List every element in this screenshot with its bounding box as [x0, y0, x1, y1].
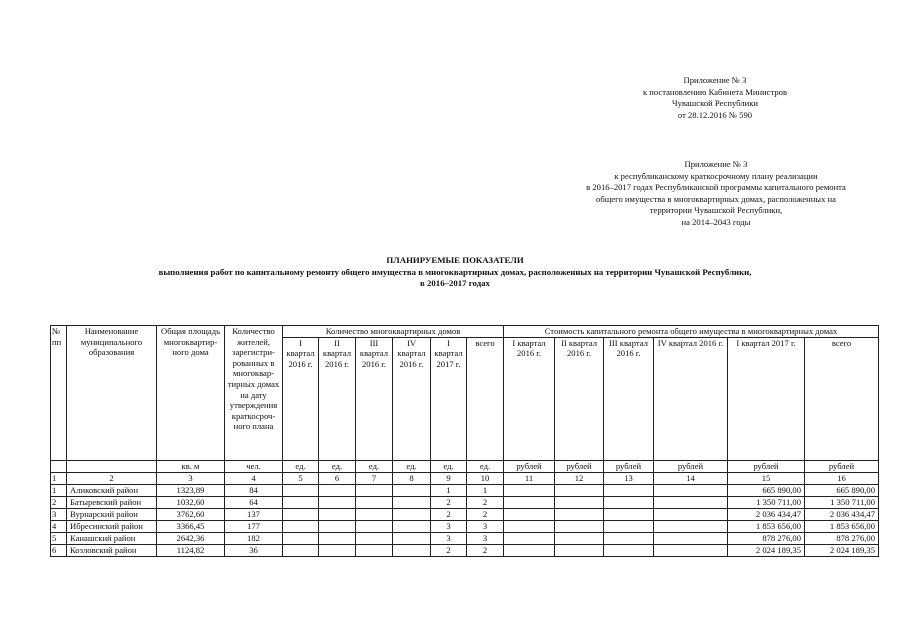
table-cell	[504, 496, 555, 508]
table-cell: 2	[467, 496, 504, 508]
municipality-name: Козловский район	[67, 544, 157, 556]
document-heading	[60, 255, 850, 290]
column-number: 15	[728, 472, 805, 484]
table-cell	[504, 484, 555, 496]
table-cell	[283, 520, 319, 532]
heading-title: ПЛАНИРУЕМЫЕ ПОКАЗАТЕЛИ	[386, 255, 524, 265]
header-houses-q3-2016: III квартал 2016 г.	[356, 337, 393, 460]
table-cell	[319, 532, 356, 544]
column-number: 7	[356, 472, 393, 484]
table-cell	[283, 508, 319, 520]
appendix-line: Приложение № 3	[683, 75, 747, 85]
table-cell	[393, 484, 431, 496]
table-cell: 36	[225, 544, 283, 556]
municipality-name: Аликовский район	[67, 484, 157, 496]
table-cell	[604, 508, 654, 520]
table-cell	[393, 508, 431, 520]
table-cell: 2 036 434,47	[728, 508, 805, 520]
unit-cell: ед.	[431, 460, 467, 472]
table-cell: 665 890,00	[805, 484, 879, 496]
table-cell: 5	[51, 532, 67, 544]
table-cell: 1	[431, 484, 467, 496]
unit-cell: рублей	[504, 460, 555, 472]
table-cell: 1	[51, 484, 67, 496]
table-cell: 1 853 656,00	[728, 520, 805, 532]
column-number: 5	[283, 472, 319, 484]
table-cell	[555, 532, 604, 544]
header-cost-q1-2017: I квартал 2017 г.	[728, 337, 805, 460]
header-houses-q2-2016: II квартал 2016 г.	[319, 337, 356, 460]
table-row	[51, 496, 879, 508]
municipality-name: Вурнарский район	[67, 508, 157, 520]
table-cell	[604, 544, 654, 556]
table-cell	[504, 508, 555, 520]
column-number: 1	[51, 472, 67, 484]
table-cell: 1 350 711,00	[805, 496, 879, 508]
column-number: 3	[157, 472, 225, 484]
table-cell: 6	[51, 544, 67, 556]
appendix-line: Приложение № 3	[684, 159, 748, 169]
table-cell: 1 853 656,00	[805, 520, 879, 532]
unit-cell: рублей	[654, 460, 728, 472]
table-row	[51, 484, 879, 496]
table-cell	[393, 532, 431, 544]
unit-cell: рублей	[555, 460, 604, 472]
table-cell	[604, 496, 654, 508]
table-cell	[555, 496, 604, 508]
header-houses-total: всего	[467, 337, 504, 460]
table-cell	[356, 520, 393, 532]
unit-cell	[51, 460, 67, 472]
appendix-line: к постановлению Кабинета Министров	[642, 86, 788, 97]
table-cell: 137	[225, 508, 283, 520]
header-cost-group: Стоимость капитального ремонта общего имущества в многоквартирных домах	[504, 326, 879, 338]
table-cell: 3366,45	[157, 520, 225, 532]
unit-cell: чел.	[225, 460, 283, 472]
table-row	[51, 520, 879, 532]
header-municipality: Наименование муниципального образования	[67, 326, 157, 461]
heading-subtitle: выполнения работ по капитальному ремонту общего имущества в многоквартирных домах, расположенных на территории Чувашской Республики,	[158, 266, 752, 277]
units-row	[51, 460, 879, 472]
table-cell	[319, 508, 356, 520]
table-cell: 177	[225, 520, 283, 532]
table-cell: 2	[431, 496, 467, 508]
municipality-name: Канашский район	[67, 532, 157, 544]
table-cell: 64	[225, 496, 283, 508]
unit-cell: ед.	[393, 460, 431, 472]
table-cell	[283, 496, 319, 508]
table-cell	[319, 520, 356, 532]
table-cell	[604, 520, 654, 532]
table-cell	[283, 532, 319, 544]
municipality-name: Ибресинский район	[67, 520, 157, 532]
column-number: 16	[805, 472, 879, 484]
table-cell: 84	[225, 484, 283, 496]
table-row	[51, 532, 879, 544]
table-cell: 2 024 189,35	[728, 544, 805, 556]
header-houses-q1-2017: I квартал 2017 г.	[431, 337, 467, 460]
table-cell: 878 276,00	[805, 532, 879, 544]
table-cell	[356, 544, 393, 556]
table-cell: 1	[467, 484, 504, 496]
table-cell	[356, 532, 393, 544]
table-cell: 2 024 189,35	[805, 544, 879, 556]
table-cell	[356, 484, 393, 496]
table-cell	[319, 484, 356, 496]
table-cell	[393, 520, 431, 532]
table-cell: 4	[51, 520, 67, 532]
column-number-row	[51, 472, 879, 484]
unit-cell: ед.	[283, 460, 319, 472]
appendix-line: общего имущества в многоквартирных домах, расположенных на	[596, 193, 836, 204]
table-cell	[555, 484, 604, 496]
header-houses-q1-2016: I квартал 2016 г.	[283, 337, 319, 460]
table-cell	[504, 544, 555, 556]
table-cell: 182	[225, 532, 283, 544]
table-cell: 1323,89	[157, 484, 225, 496]
table-cell: 3	[431, 532, 467, 544]
appendix-cabinet-decree	[610, 75, 820, 121]
table-cell	[393, 544, 431, 556]
header-residents: Количество жителей, зарегистри-рованных в многоквар-тирных домах на дату утверждения краткосроч-ного плана	[225, 326, 283, 461]
column-number: 12	[555, 472, 604, 484]
table-cell	[555, 544, 604, 556]
table-cell	[393, 496, 431, 508]
appendix-line: в 2016–2017 годах Республиканской программы капитального ремонта	[586, 182, 846, 193]
appendix-line: Чувашской Республики	[672, 98, 758, 109]
table-cell	[654, 496, 728, 508]
column-number: 2	[67, 472, 157, 484]
table-cell: 3	[51, 508, 67, 520]
table-cell	[356, 496, 393, 508]
unit-cell: ед.	[319, 460, 356, 472]
table-cell	[654, 532, 728, 544]
table-cell: 3	[467, 520, 504, 532]
appendix-line: на 2014–2043 годы	[681, 216, 751, 227]
appendix-short-term-plan	[558, 159, 874, 229]
table-cell: 3762,60	[157, 508, 225, 520]
appendix-line: к республиканскому краткосрочному плану реализации	[614, 170, 818, 181]
header-cost-q1-2016: I квартал 2016 г.	[504, 337, 555, 460]
table-cell: 878 276,00	[728, 532, 805, 544]
table-cell	[504, 520, 555, 532]
unit-cell: ед.	[467, 460, 504, 472]
column-number: 8	[393, 472, 431, 484]
column-number: 13	[604, 472, 654, 484]
heading-period: в 2016–2017 годах	[420, 278, 490, 289]
table-cell: 1124,82	[157, 544, 225, 556]
header-area: Общая площадь многоквартир-ного дома	[157, 326, 225, 461]
unit-cell: рублей	[805, 460, 879, 472]
header-cost-q4-2016: IV квартал 2016 г.	[654, 337, 728, 460]
unit-cell: ед.	[356, 460, 393, 472]
header-cost-q2-2016: II квартал 2016 г.	[555, 337, 604, 460]
appendix-line: от 28.12.2016 № 590	[677, 109, 753, 120]
table-cell: 2	[431, 544, 467, 556]
table-cell	[283, 544, 319, 556]
appendix-line: территории Чувашской Республики,	[649, 205, 783, 216]
table-cell: 665 890,00	[728, 484, 805, 496]
table-cell	[604, 484, 654, 496]
table-body	[51, 472, 879, 556]
table-cell: 2	[51, 496, 67, 508]
table-cell	[555, 508, 604, 520]
unit-cell: рублей	[604, 460, 654, 472]
table-cell: 2 036 434,47	[805, 508, 879, 520]
column-number: 6	[319, 472, 356, 484]
table-cell	[654, 508, 728, 520]
table-cell: 2	[467, 544, 504, 556]
table-cell	[356, 508, 393, 520]
indicators-table	[50, 325, 879, 557]
table-cell	[319, 544, 356, 556]
table-row	[51, 544, 879, 556]
table-cell: 2	[467, 508, 504, 520]
header-cost-q3-2016: III квартал 2016 г.	[604, 337, 654, 460]
table-cell: 2642,36	[157, 532, 225, 544]
column-number: 9	[431, 472, 467, 484]
header-num: № пп	[51, 326, 67, 461]
unit-cell	[67, 460, 157, 472]
table-cell	[654, 484, 728, 496]
unit-cell: кв. м	[157, 460, 225, 472]
unit-cell: рублей	[728, 460, 805, 472]
table-cell: 2	[431, 508, 467, 520]
table-cell	[504, 532, 555, 544]
column-number: 10	[467, 472, 504, 484]
column-number: 11	[504, 472, 555, 484]
table-cell	[604, 532, 654, 544]
table-cell: 1 350 711,00	[728, 496, 805, 508]
column-number: 14	[654, 472, 728, 484]
table-cell: 1032,60	[157, 496, 225, 508]
municipality-name: Батыревский район	[67, 496, 157, 508]
table-cell	[319, 496, 356, 508]
header-houses-group: Количество многоквартирных домов	[283, 326, 504, 338]
table-row	[51, 508, 879, 520]
table-cell	[283, 484, 319, 496]
header-houses-q4-2016: IV квартал 2016 г.	[393, 337, 431, 460]
table-cell: 3	[467, 532, 504, 544]
header-cost-total: всего	[805, 337, 879, 460]
table-cell	[654, 520, 728, 532]
table-cell	[654, 544, 728, 556]
table-cell	[555, 520, 604, 532]
column-number: 4	[225, 472, 283, 484]
table-cell: 3	[431, 520, 467, 532]
